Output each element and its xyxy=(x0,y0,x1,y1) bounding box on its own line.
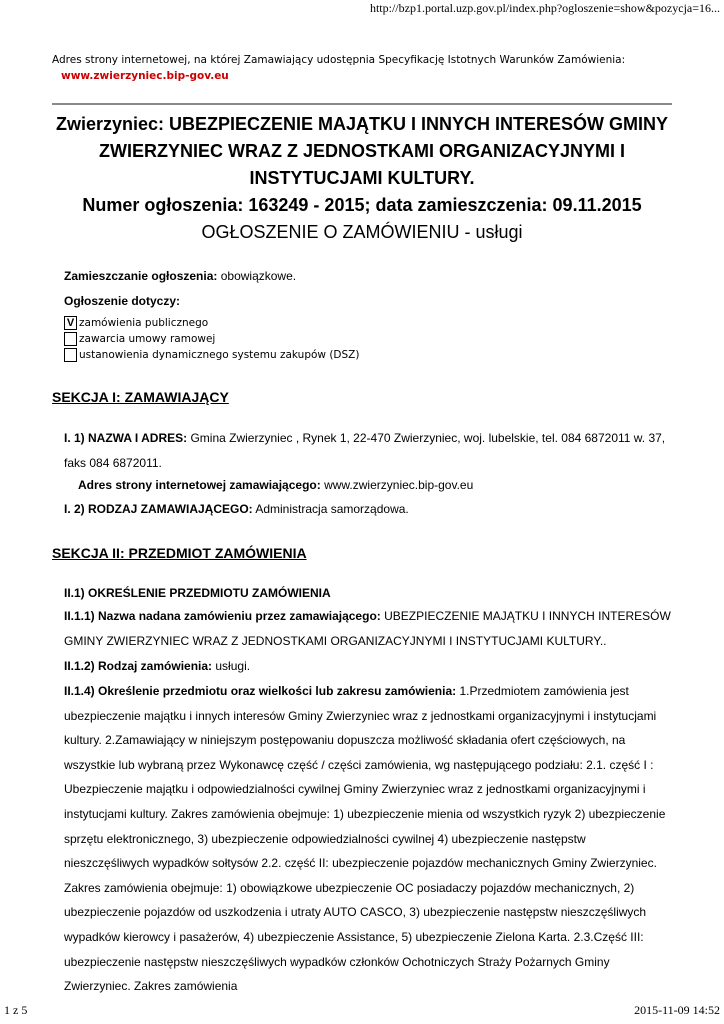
web-value: www.zwierzyniec.bip-gov.eu xyxy=(324,478,474,492)
order-name-label: II.1.1) Nazwa nadana zamówieniu przez zamawiającego: xyxy=(64,609,381,623)
posting-label: Zamieszczanie ogłoszenia: xyxy=(64,269,218,283)
print-url: http://bzp1.portal.uzp.gov.pl/index.php?ogloszenie=show&pozycja=16... xyxy=(369,1,720,15)
order-kind-value: usługi. xyxy=(215,659,251,673)
section-2-kind xyxy=(64,657,250,675)
section-1-name-address xyxy=(64,426,674,475)
order-desc-value: 1.Przedmiotem zamówienia jest ubezpieczenie majątku i innych interesów Gminy Zwierzyniec wraz z jednostkami organizacyjnymi i instytucjami kultury. 2.Zamawiający w niniejszym postępowaniu dopuszcza możliwość składania ofert częściowych, na wszystkie lub wybraną przez Wykonawcę część / części zamówienia, wg następującego podziału: 2.1. część I : Ubezpieczenie majątku i odpowiedzialności cywilnej Gminy Zwierzyniec wraz z jednostkami organizacyjnymi i instytucjami kultury. Zakres zamówienia obejmuje: 1) ubezpieczenie mienia od wszystkich ryzyk 2) ubezpieczenie sprzętu elektronicznego, 3) ubezpieczenie odpowiedzialności cywilnej 4) ubezpieczenie następstw nieszczęśliwych wypadków sołtysów 2.2. część II: ubezpieczenie pojazdów mechanicznych Gminy Zwierzyniec. Zakres zamówienia obejmuje: 1) obowiązkowe ubezpieczenie OC posiadaczy pojazdów mechanicznych, 2) ubezpieczenie pojazdów od uszkodzenia i utraty AUTO CASCO, 3) ubezpieczenie następstw nieszczęśliwych wypadków kierowcy i pasażerów, 4) ubezpieczenie Assistance, 5) ubezpieczenie Zielona Karta. 2.3.Część III: ubezpieczenie następstw nieszczęśliwych wypadków członków Ochotniczych Straży Pożarnych Gminy Zwierzyniec. Zakres zamówienia xyxy=(64,684,666,994)
web-label: Adres strony internetowej zamawiającego: xyxy=(78,478,321,492)
option-label: ustanowienia dynamicznego systemu zakupów (DSZ) xyxy=(79,349,360,361)
type-label: I. 2) RODZAJ ZAMAWIAJĄCEGO: xyxy=(64,502,253,516)
notice-kind: OGŁOSZENIE O ZAMÓWIENIU - usługi xyxy=(201,222,523,242)
section-2-heading: SEKCJA II: PRZEDMIOT ZAMÓWIENIA xyxy=(52,545,307,561)
notice-number: Numer ogłoszenia: 163249 - 2015; data zamieszczenia: 09.11.2015 xyxy=(82,195,642,215)
option-label: zawarcia umowy ramowej xyxy=(79,333,216,345)
order-name-value: UBEZPIECZENIE MAJĄTKU I INNYCH INTERESÓW GMINY ZWIERZYNIEC WRAZ Z JEDNOSTKAMI ORGANIZACYJNYMI I INSTYTUCJAMI KULTURY.. xyxy=(64,609,671,648)
posting-value: obowiązkowe. xyxy=(220,269,297,283)
posting-line xyxy=(64,267,296,285)
section-2-description xyxy=(64,679,674,999)
section-1-type xyxy=(64,500,409,518)
section-2-name xyxy=(64,604,674,653)
spec-notice-label: Adres strony internetowej, na której Zamawiający udostępnia Specyfikację Istotnych Warunków Zamówienia: xyxy=(52,54,626,66)
checkbox-empty xyxy=(64,332,77,346)
option-dsz xyxy=(64,347,359,363)
concerns-options xyxy=(64,315,359,363)
print-datetime: 2015-11-09 14:52 xyxy=(634,1003,720,1017)
section-1-heading: SEKCJA I: ZAMAWIAJĄCY xyxy=(52,389,229,405)
concerns-label: Ogłoszenie dotyczy: xyxy=(64,294,181,308)
checkbox-empty xyxy=(64,348,77,362)
section-2-subheading: II.1) OKREŚLENIE PRZEDMIOTU ZAMÓWIENIA xyxy=(64,586,331,600)
page-title: Zwierzyniec: UBEZPIECZENIE MAJĄTKU I INNYCH INTERESÓW GMINY ZWIERZYNIEC WRAZ Z JEDNOSTKAMI ORGANIZACYJNYMI I INSTYTUCJAMI KULTURY. xyxy=(55,114,669,188)
order-desc-label: II.1.4) Określenie przedmiotu oraz wielkości lub zakresu zamówienia: xyxy=(64,684,457,698)
option-label: zamówienia publicznego xyxy=(79,317,209,329)
option-public-contract xyxy=(64,315,359,331)
page-counter: 1 z 5 xyxy=(4,1003,28,1017)
spec-notice-link[interactable]: www.zwierzyniec.bip-gov.eu xyxy=(61,70,229,82)
order-kind-label: II.1.2) Rodzaj zamówienia: xyxy=(64,659,213,673)
section-1-web xyxy=(78,476,473,494)
spec-notice xyxy=(52,52,692,84)
title-block xyxy=(52,111,672,246)
header-divider xyxy=(52,103,672,105)
checkbox-checked: V xyxy=(64,316,77,330)
type-value: Administracja samorządowa. xyxy=(255,502,409,516)
option-framework-agreement xyxy=(64,331,359,347)
name-label: I. 1) NAZWA I ADRES: xyxy=(64,431,188,445)
name-value: Gmina Zwierzyniec , Rynek 1, 22-470 Zwierzyniec, woj. lubelskie, tel. 084 6872011 w. 37, faks 084 6872011. xyxy=(64,431,666,470)
